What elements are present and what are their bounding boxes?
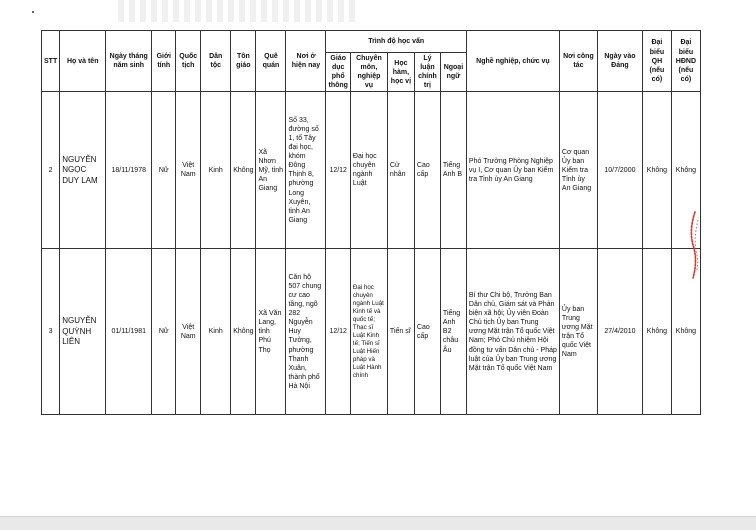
header-dob: Ngày tháng năm sinh — [106, 31, 152, 92]
header-stt: STT — [42, 31, 60, 92]
cell-residence: Số 33, đường số 1, tổ Tây đại học, khóm Đông Thịnh 8, phường Long Xuyên, tỉnh An Giang — [286, 92, 326, 249]
cell-party-join-date: 10/7/2000 — [597, 92, 642, 249]
header-general-education: Giáo dục phổ thông — [326, 53, 350, 92]
header-residence: Nơi ở hiện nay — [286, 31, 326, 92]
cell-religion: Không — [231, 92, 256, 249]
cell-occupation: Phó Trưởng Phòng Nghiệp vụ I, Cơ quan Ủy ban Kiểm tra Tỉnh ủy An Giang — [466, 92, 559, 249]
cell-degree: Tiến sĩ — [387, 249, 414, 415]
cell-party-join-date: 27/4/2010 — [597, 249, 642, 415]
cell-degree: Cử nhân — [387, 92, 414, 249]
cell-religion: Không — [231, 249, 256, 415]
cell-gender: Nữ — [152, 249, 176, 415]
page-mark — [32, 11, 34, 13]
header-foreign-language: Ngoại ngữ — [440, 53, 466, 92]
cell-foreign-language: Tiếng Anh B2 châu Âu — [440, 249, 466, 415]
cell-council-delegate: Không — [671, 92, 700, 249]
cell-specialization: Đại học chuyên ngành Luật — [350, 92, 387, 249]
header-na-delegate: Đại biểu QH (nếu có) — [642, 31, 671, 92]
cell-gender: Nữ — [152, 92, 176, 249]
cell-general-education: 12/12 — [326, 92, 350, 249]
cell-hometown: Xã Văn Lang, tỉnh Phú Thọ — [256, 249, 286, 415]
header-party-join-date: Ngày vào Đảng — [597, 31, 642, 92]
header-nationality: Quốc tịch — [176, 31, 201, 92]
cell-dob: 18/11/1978 — [106, 92, 152, 249]
header-occupation: Nghề nghiệp, chức vụ — [466, 31, 559, 92]
cell-stt: 2 — [42, 92, 60, 249]
header-name: Họ và tên — [60, 31, 106, 92]
candidate-table — [41, 30, 701, 415]
table-row — [42, 249, 701, 415]
cell-ethnicity: Kinh — [201, 92, 231, 249]
cell-workplace: Cơ quan Ủy ban Kiểm tra Tỉnh ủy An Giang — [559, 92, 597, 249]
header-row-1 — [42, 31, 701, 53]
header-education-group: Trình độ học vấn — [326, 31, 466, 53]
red-seal-stamp — [687, 210, 701, 280]
cell-political-theory: Cao cấp — [414, 249, 440, 415]
cell-specialization: Đại học chuyên ngành Luật Kinh tế và quốc tế; Thạc sĩ Luật Kinh tế; Tiến sĩ Luật Hiến pháp và Luật Hành chính — [350, 249, 387, 415]
cell-na-delegate: Không — [642, 249, 671, 415]
table-row — [42, 92, 701, 249]
cell-ethnicity: Kinh — [201, 249, 231, 415]
header-ethnicity: Dân tộc — [201, 31, 231, 92]
cell-foreign-language: Tiếng Anh B — [440, 92, 466, 249]
cell-nationality: Việt Nam — [176, 249, 201, 415]
header-gender: Giới tính — [152, 31, 176, 92]
header-degree: Học hàm, học vị — [387, 53, 414, 92]
cell-name: NGUYỄN NGỌC DUY LAM — [60, 92, 106, 249]
cell-name: NGUYỄN QUỲNH LIÊN — [60, 249, 106, 415]
page-bottom-edge — [0, 516, 756, 530]
header-council-delegate: Đại biểu HĐND (nếu có) — [671, 31, 700, 92]
cell-dob: 01/11/1981 — [106, 249, 152, 415]
cell-council-delegate: Không — [671, 249, 700, 415]
header-specialization: Chuyên môn, nghiệp vụ — [350, 53, 387, 92]
header-workplace: Nơi công tác — [559, 31, 597, 92]
header-religion: Tôn giáo — [231, 31, 256, 92]
cell-residence: Căn hộ 507 chung cư cao tầng, ngõ 282 Nguyễn Huy Tưởng, phường Thanh Xuân, thành phố Hà Nội — [286, 249, 326, 415]
cell-na-delegate: Không — [642, 92, 671, 249]
cell-general-education: 12/12 — [326, 249, 350, 415]
cell-political-theory: Cao cấp — [414, 92, 440, 249]
header-political-theory: Lý luận chính trị — [414, 53, 440, 92]
cell-hometown: Xã Nhơn Mỹ, tỉnh An Giang — [256, 92, 286, 249]
cell-stt: 3 — [42, 249, 60, 415]
header-hometown: Quê quán — [256, 31, 286, 92]
cell-workplace: Ủy ban Trung ương Mặt trận Tổ quốc Việt Nam — [559, 249, 597, 415]
cell-nationality: Việt Nam — [176, 92, 201, 249]
faded-background-text — [118, 0, 358, 22]
cell-occupation: Bí thư Chi bộ, Trưởng Ban Dân chủ, Giám sát và Phản biện xã hội; Ủy viên Đoàn Chủ tịch Ủy ban Trung ương Mặt trận Tổ quốc Việt Nam; Phó Chủ nhiệm Hội đồng tư vấn Dân chủ - Pháp luật của Ủy ban Trung ương Mặt trận Tổ quốc Việt Nam — [466, 249, 559, 415]
